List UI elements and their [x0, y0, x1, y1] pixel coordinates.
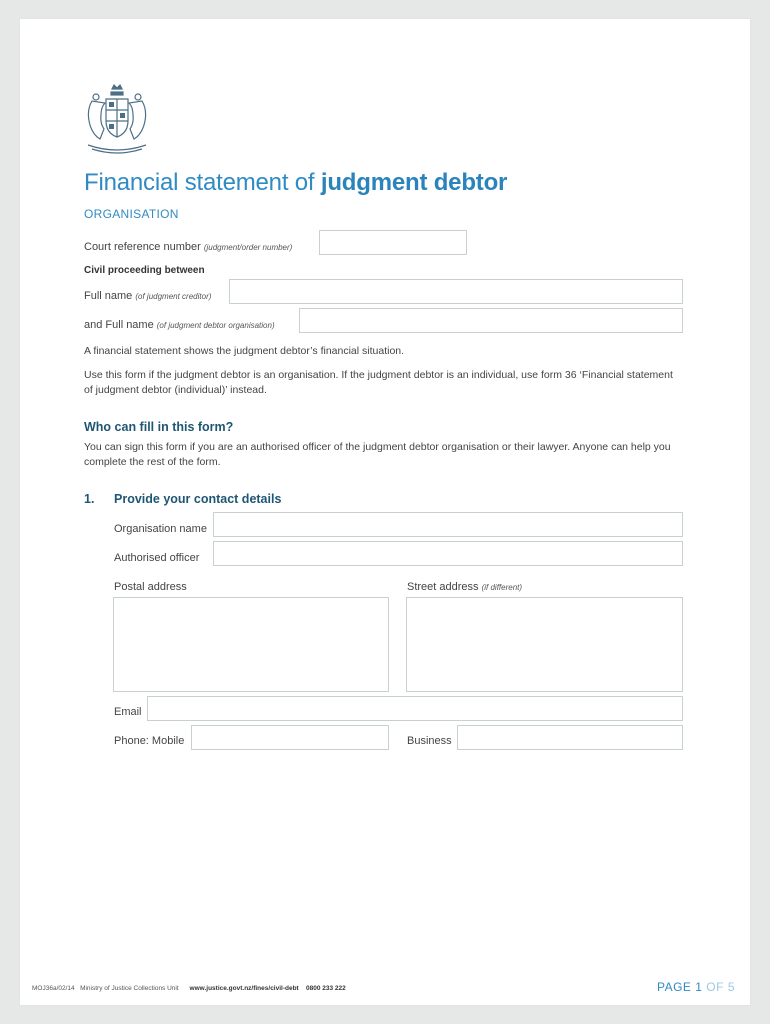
email-label: Email — [114, 706, 142, 718]
form-title — [84, 169, 507, 197]
court-ref-input[interactable] — [319, 230, 467, 255]
debtor-name-input[interactable] — [299, 308, 683, 333]
section-heading: Provide your contact details — [114, 492, 282, 506]
officer-label: Authorised officer — [114, 552, 200, 564]
mobile-label: Phone: Mobile — [114, 735, 185, 747]
who-heading: Who can fill in this form? — [84, 420, 234, 434]
page-number: PAGE 1 OF 5 — [656, 980, 735, 994]
mobile-input[interactable] — [191, 725, 389, 750]
intro-paragraph: A financial statement shows the judgment debtor’s financial situation. — [84, 345, 405, 357]
court-ref-label: Court reference number (judgment/order number) — [84, 241, 293, 253]
form-subtitle: ORGANISATION — [84, 207, 179, 221]
footer-url: www.justice.govt.nz/fines/civil-debt — [189, 985, 299, 992]
postal-address-input[interactable] — [113, 597, 389, 692]
officer-input[interactable] — [213, 541, 683, 566]
footer-info — [32, 985, 346, 992]
ministry-unit: Ministry of Justice Collections Unit — [80, 985, 179, 992]
postal-address-label: Postal address — [114, 581, 187, 593]
email-input[interactable] — [147, 696, 683, 721]
footer-phone: 0800 233 222 — [305, 985, 346, 992]
nz-coat-of-arms-icon — [82, 81, 152, 161]
org-name-input[interactable] — [213, 512, 683, 537]
debtor-name-label: and Full name (of judgment debtor organisation) — [84, 319, 275, 331]
who-paragraph: You can sign this form if you are an authorised officer of the judgment debtor organisation or their lawyer. Anyone can help you complete the rest of the form. — [84, 441, 671, 468]
business-phone-input[interactable] — [457, 725, 683, 750]
business-phone-label: Business — [407, 735, 452, 747]
org-name-label: Organisation name — [114, 523, 207, 535]
form-page — [20, 19, 750, 1005]
title-light: Financial statement of — [84, 169, 321, 196]
form-code: MOJ36a/02/14 — [32, 985, 75, 992]
street-address-label: Street address (if different) — [407, 581, 523, 593]
creditor-name-input[interactable] — [229, 279, 683, 304]
street-address-input[interactable] — [406, 597, 683, 692]
section-number: 1. — [84, 492, 95, 506]
title-bold: judgment debtor — [320, 169, 508, 196]
creditor-name-label: Full name (of judgment creditor) — [84, 290, 212, 302]
usage-paragraph: Use this form if the judgment debtor is an organisation. If the judgment debtor is an individual, use form 36 ‘Financial statement of judgment debtor (individual)’ instead. — [84, 369, 673, 396]
civil-proceeding-heading: Civil proceeding between — [84, 265, 205, 276]
